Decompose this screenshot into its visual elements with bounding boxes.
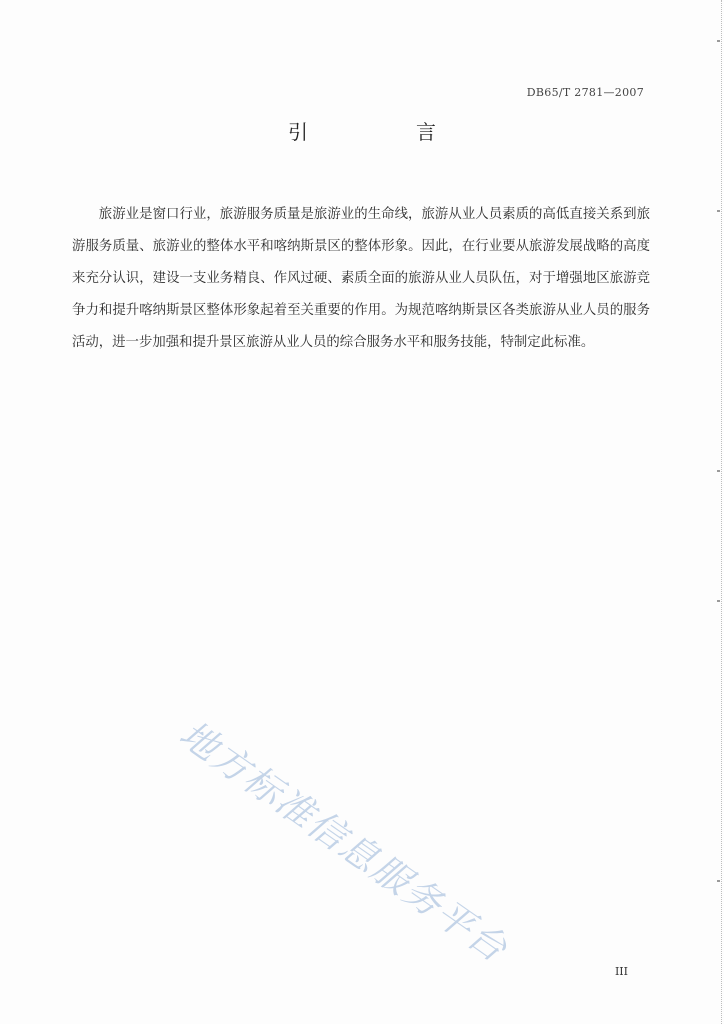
- page-number: III: [614, 965, 628, 978]
- introduction-paragraph: 旅游业是窗口行业，旅游服务质量是旅游业的生命线，旅游从业人员素质的高低直接关系到旅游服务质量、旅游业的整体水平和喀纳斯景区的整体形象。因此，在行业要从旅游发展战略的高度来充分认识，建设一支业务精良、作风过硬、素质全面的旅游从业人员队伍，对于增强地区旅游竞争力和提升喀纳斯景区整体形象起着至关重要的作用。为规范喀纳斯景区各类旅游从业人员的服务活动，进一步加强和提升景区旅游从业人员的综合服务水平和服务技能，特制定此标准。: [72, 207, 650, 350]
- scan-edge-line: [720, 0, 722, 1024]
- document-code: DB65/T 2781—2007: [526, 86, 644, 99]
- section-heading: 引 言: [288, 120, 480, 144]
- watermark-text: 地方标准信息服务平台: [171, 712, 516, 972]
- scan-mark: [717, 600, 720, 602]
- scan-mark: [717, 210, 720, 212]
- scan-mark: [717, 40, 720, 42]
- scan-mark: [717, 470, 720, 472]
- scan-mark: [717, 880, 720, 882]
